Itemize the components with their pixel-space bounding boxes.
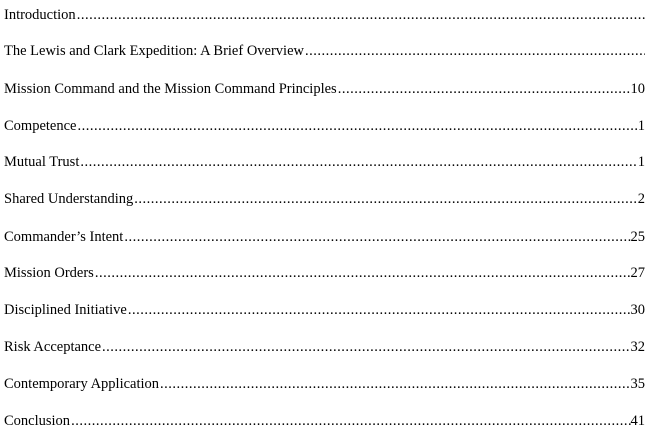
- toc-dot-leader: [128, 299, 631, 321]
- toc-entry-title: Introduction: [4, 7, 76, 23]
- toc-entry-mission-command[interactable]: [4, 78, 645, 100]
- toc-entry-title: Contemporary Application: [4, 376, 160, 392]
- toc-page-number: 35: [630, 376, 645, 392]
- toc-entry-shared-understanding[interactable]: [4, 188, 645, 210]
- toc-entry-commanders-intent[interactable]: [4, 226, 645, 248]
- toc-entry-title: Disciplined Initiative: [4, 302, 127, 318]
- toc-entry-disciplined-initiative[interactable]: [4, 299, 645, 321]
- toc-entry-mutual-trust[interactable]: [4, 151, 645, 173]
- toc-dot-leader: [338, 78, 631, 100]
- toc-entry-title: Conclusion: [4, 413, 71, 429]
- toc-dot-leader: [305, 40, 645, 62]
- toc-page-number: 41: [630, 413, 645, 429]
- toc-page-number: 32: [630, 339, 645, 355]
- toc-dot-leader: [124, 226, 630, 248]
- toc-entry-title: Commander’s Intent: [4, 229, 124, 245]
- toc-entry-contemporary-application[interactable]: [4, 373, 645, 395]
- toc-dot-leader: [77, 4, 645, 26]
- toc-entry-mission-orders[interactable]: [4, 262, 645, 284]
- toc-dot-leader: [160, 373, 630, 395]
- toc-entry-conclusion[interactable]: [4, 410, 645, 432]
- toc-entry-title: Shared Understanding: [4, 191, 134, 207]
- toc-page-number: 27: [630, 265, 645, 281]
- toc-entry-title: Mission Orders: [4, 265, 94, 281]
- toc-entry-title: Competence: [4, 118, 77, 134]
- toc-page-number: 30: [630, 302, 645, 318]
- toc-entry-introduction[interactable]: [4, 4, 645, 26]
- toc-dot-leader: [71, 410, 630, 432]
- toc-entry-expedition-overview[interactable]: [4, 40, 645, 62]
- toc-page-number: 10: [630, 81, 645, 97]
- toc-entry-title: Risk Acceptance: [4, 339, 102, 355]
- toc-dot-leader: [95, 262, 631, 284]
- toc-dot-leader: [77, 115, 637, 137]
- toc-page-number: 1: [637, 118, 645, 134]
- toc-entry-competence[interactable]: [4, 115, 645, 137]
- toc-page-number: 25: [630, 229, 645, 245]
- toc-dot-leader: [102, 336, 630, 358]
- toc-dot-leader: [134, 188, 637, 210]
- toc-entry-risk-acceptance[interactable]: [4, 336, 645, 358]
- toc-entry-title: Mission Command and the Mission Command Principles: [4, 81, 337, 97]
- toc-page-number: 2: [637, 191, 645, 207]
- toc-entry-title: Mutual Trust: [4, 154, 80, 170]
- toc-entry-title: The Lewis and Clark Expedition: A Brief Overview: [4, 43, 304, 59]
- toc-dot-leader: [80, 151, 637, 173]
- toc-page-number: 1: [637, 154, 645, 170]
